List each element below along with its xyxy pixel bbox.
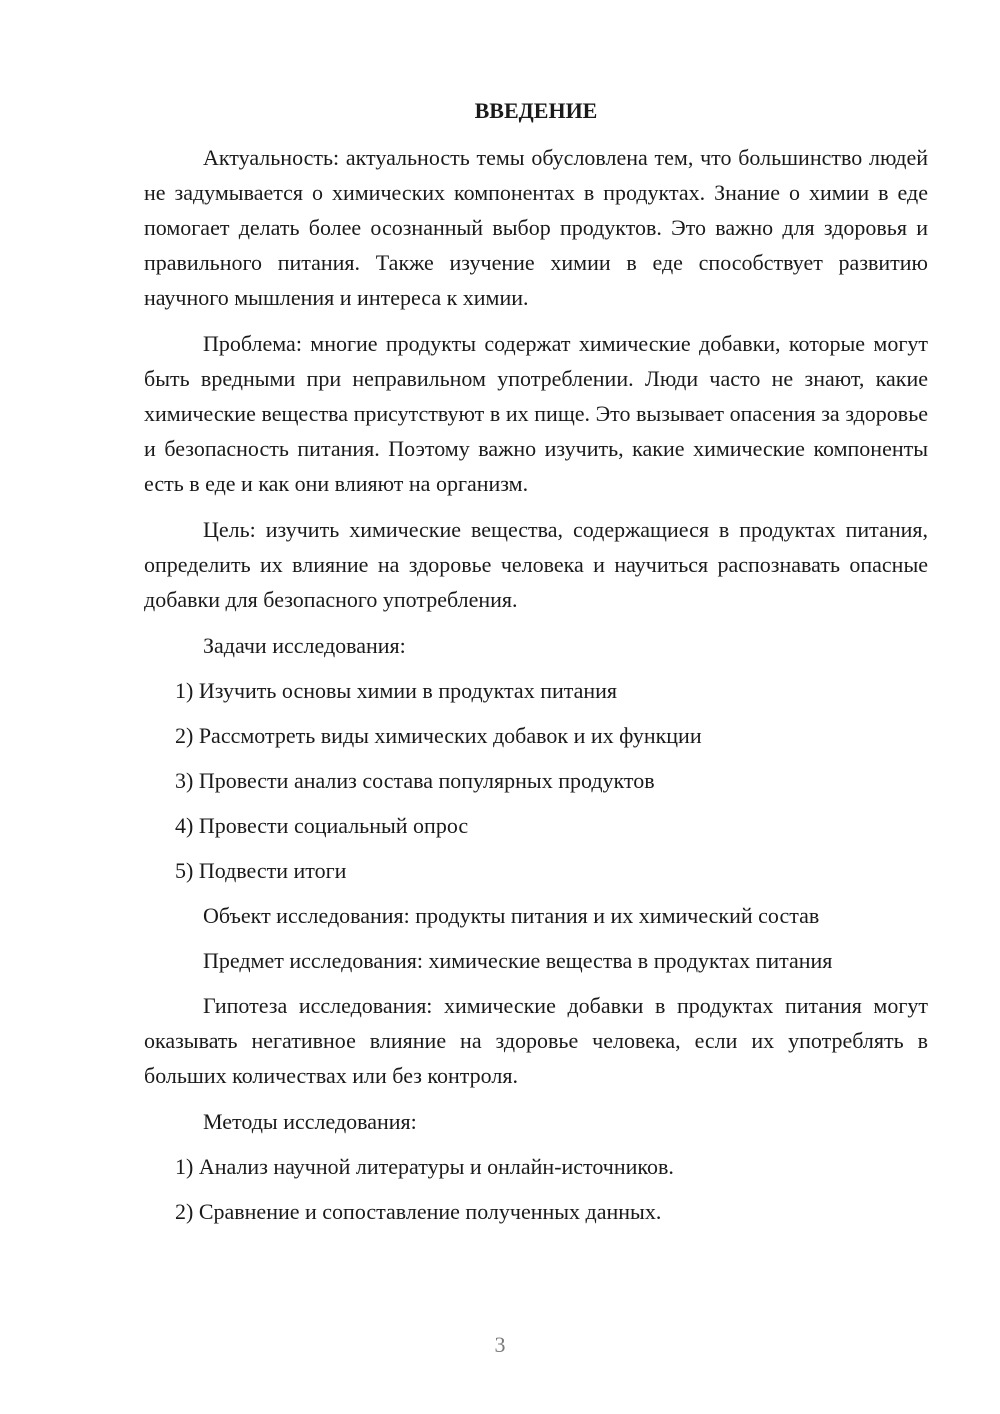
tasks-heading: Задачи исследования: [203,633,406,658]
method-item: 1) Анализ научной литературы и онлайн-источников. [175,1154,674,1179]
task-item: 5) Подвести итоги [175,858,347,883]
task-item: 3) Провести анализ состава популярных продуктов [175,768,655,793]
research-object: Объект исследования: продукты питания и их химический состав [203,903,820,928]
relevance-paragraph: Актуальность: актуальность темы обусловлена тем, что большинство людей не задумывается о химических компонентах в продуктах. Знание о химии в еде помогает делать более осознанный выбор продуктов. Это важно для здоровья и правильного питания. Также изучение химии в еде способствует развитию научного мышления и интереса к химии. [144,145,928,310]
goal-paragraph: Цель: изучить химические вещества, содержащиеся в продуктах питания, определить их влияние на здоровье человека и научиться распознавать опасные добавки для безопасного употребления. [144,517,928,612]
page-number: 3 [494,1332,506,1357]
task-item: 4) Провести социальный опрос [175,813,469,838]
hypothesis-paragraph: Гипотеза исследования: химические добавки в продуктах питания могут оказывать негативное влияние на здоровье человека, если их употреблять в больших количествах или без контроля. [144,993,928,1088]
research-subject: Предмет исследования: химические вещества в продуктах питания [203,948,833,973]
section-title: ВВЕДЕНИЕ [474,98,598,123]
methods-heading: Методы исследования: [203,1109,417,1134]
document-page [144,96,928,1239]
problem-paragraph: Проблема: многие продукты содержат химические добавки, которые могут быть вредными при неправильном употреблении. Люди часто не знают, какие химические вещества присутствуют в их пище. Это вызывает опасения за здоровье и безопасность питания. Поэтому важно изучить, какие химические компоненты есть в еде и как они влияют на организм. [144,331,928,496]
method-item: 2) Сравнение и сопоставление полученных данных. [175,1199,662,1224]
task-item: 2) Рассмотреть виды химических добавок и их функции [175,723,702,748]
task-item: 1) Изучить основы химии в продуктах питания [175,678,618,703]
